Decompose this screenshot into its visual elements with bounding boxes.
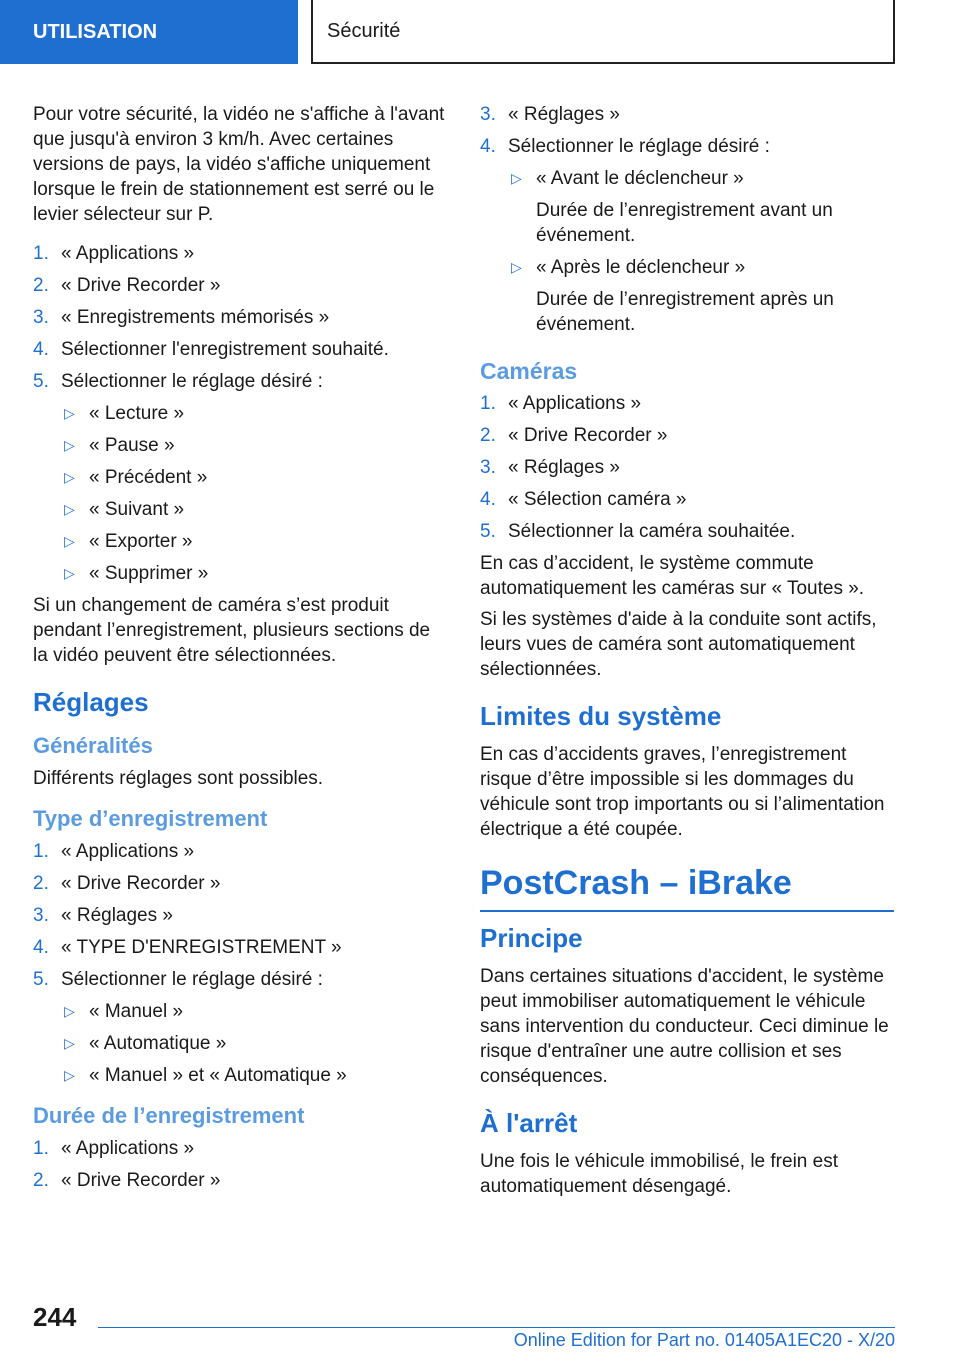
option-description: Durée de l’enregistrement après un événement.	[536, 289, 834, 335]
step-item	[480, 134, 894, 159]
step-number: 2.	[480, 425, 496, 446]
option-item	[33, 401, 447, 426]
steps-list-4	[480, 102, 894, 159]
step-text: « Sélection caméra »	[508, 489, 687, 510]
page-title	[311, 0, 895, 64]
option-text: « Exporter »	[89, 531, 193, 552]
triangle-bullet-icon: ▷	[511, 259, 522, 275]
option-text: « Supprimer »	[89, 563, 209, 584]
cameras-heading: Caméras	[480, 358, 578, 384]
options-list-3	[480, 166, 894, 337]
reglages-heading: Réglages	[33, 687, 149, 717]
option-text: « Avant le déclencheur »	[536, 168, 744, 189]
option-item	[33, 465, 447, 490]
step-item	[33, 273, 447, 298]
step-text: « Drive Recorder »	[61, 873, 221, 894]
triangle-bullet-icon: ▷	[64, 405, 75, 421]
step-text: « Applications »	[61, 1138, 195, 1159]
triangle-bullet-icon: ▷	[64, 565, 75, 581]
triangle-bullet-icon: ▷	[64, 1003, 75, 1019]
arret-text: Une fois le véhicule immobilisé, le frein est automatiquement désengagé.	[480, 1151, 838, 1197]
triangle-bullet-icon: ▷	[64, 1067, 75, 1083]
triangle-bullet-icon: ▷	[64, 1035, 75, 1051]
step-text: « Réglages »	[61, 905, 173, 926]
type-enregistrement-heading: Type d’enregistrement	[33, 806, 268, 831]
option-item	[480, 166, 894, 248]
right-column	[480, 102, 894, 1205]
arret-heading: À l'arrêt	[480, 1108, 578, 1138]
step-item	[480, 102, 894, 127]
step-number: 4.	[480, 489, 496, 510]
step-number: 5.	[33, 969, 49, 990]
triangle-bullet-icon: ▷	[64, 469, 75, 485]
step-number: 4.	[33, 937, 49, 958]
step-text: Sélectionner l'enregistrement souhaité.	[61, 339, 389, 360]
footer-edition: Online Edition for Part no. 01405A1EC20 - X/20	[513, 1330, 895, 1350]
step-number: 1.	[33, 243, 49, 264]
step-number: 5.	[480, 521, 496, 542]
step-item	[33, 935, 447, 960]
step-text: Sélectionner la caméra souhaitée.	[508, 521, 796, 542]
option-text: « Manuel » et « Automatique »	[89, 1065, 347, 1086]
postcrash-heading: PostCrash – iBrake	[480, 864, 792, 902]
step-item	[480, 519, 894, 544]
option-item	[33, 497, 447, 522]
step-text: « Réglages »	[508, 457, 620, 478]
options-list-1	[33, 401, 447, 586]
step-number: 3.	[33, 905, 49, 926]
step-text: « Applications »	[508, 393, 642, 414]
limites-text: En cas d’accidents graves, l’enregistrement risque d’être impossible si les dommages du véhicule sont trop importants ou si l’alimentation électrique a été coupée.	[480, 744, 885, 840]
step-number: 4.	[480, 136, 496, 157]
option-item	[33, 433, 447, 458]
step-number: 3.	[480, 457, 496, 478]
duree-heading: Durée de l’enregistrement	[33, 1103, 305, 1128]
intro-paragraph: Pour votre sécurité, la vidéo ne s'affiche à l'avant que jusqu'à environ 3 km/h. Avec certaines versions de pays, la vidéo s'affiche uniquement lorsque le frein de stationnement est serré ou le levier sélecteur sur P.	[33, 104, 445, 225]
step-item	[33, 337, 447, 362]
cameras-paragraph-1: En cas d’accident, le système commute automatiquement les caméras sur « Toutes ».	[480, 553, 865, 599]
option-text: « Automatique »	[89, 1033, 227, 1054]
step-number: 1.	[33, 1138, 49, 1159]
footer-rule	[98, 1327, 895, 1328]
step-item	[33, 967, 447, 992]
principe-text: Dans certaines situations d'accident, le système peut immobiliser automatiquement le véhicule sans intervention du conducteur. Ceci diminue le risque d'entraîner une autre collision et ses conséquences.	[480, 966, 889, 1087]
step-item	[480, 423, 894, 448]
option-text: « Après le déclencheur »	[536, 257, 746, 278]
triangle-bullet-icon: ▷	[511, 170, 522, 186]
step-text: « Drive Recorder »	[508, 425, 668, 446]
step-item	[33, 871, 447, 896]
options-list-2	[33, 999, 447, 1088]
cameras-paragraph-2: Si les systèmes d'aide à la conduite sont actifs, leurs vues de caméra sont automatiquement sélectionnées.	[480, 609, 877, 680]
steps-list-2	[33, 839, 447, 992]
step-text: Sélectionner le réglage désiré :	[61, 371, 323, 392]
step-item	[480, 487, 894, 512]
generalites-text: Différents réglages sont possibles.	[33, 768, 324, 789]
step-text: « Drive Recorder »	[61, 275, 221, 296]
triangle-bullet-icon: ▷	[64, 533, 75, 549]
step-text: « Drive Recorder »	[61, 1170, 221, 1191]
step-text: Sélectionner le réglage désiré :	[508, 136, 770, 157]
option-item	[33, 1031, 447, 1056]
option-item	[480, 255, 894, 337]
option-text: « Suivant »	[89, 499, 185, 520]
option-text: « Précédent »	[89, 467, 208, 488]
step-number: 5.	[33, 371, 49, 392]
step-item	[33, 839, 447, 864]
step-number: 1.	[33, 841, 49, 862]
step-text: « Enregistrements mémorisés »	[61, 307, 330, 328]
step-item	[33, 1136, 447, 1161]
section-label: UTILISATION	[33, 20, 158, 43]
generalites-heading: Généralités	[33, 733, 153, 758]
step-item	[33, 903, 447, 928]
step-item	[33, 369, 447, 394]
step-text: « Applications »	[61, 243, 195, 264]
steps-list-5	[480, 391, 894, 544]
note-paragraph: Si un changement de caméra s’est produit pendant l’enregistrement, plusieurs sections de la vidéo peuvent être sélectionnées.	[33, 595, 431, 666]
page-number: 244	[33, 1302, 77, 1332]
step-text: « TYPE D'ENREGISTREMENT »	[61, 937, 342, 958]
step-number: 3.	[480, 104, 496, 125]
steps-list-3	[33, 1136, 447, 1193]
option-text: « Lecture »	[89, 403, 185, 424]
step-item	[480, 455, 894, 480]
postcrash-rule	[480, 910, 894, 912]
step-number: 4.	[33, 339, 49, 360]
step-number: 2.	[33, 1170, 49, 1191]
step-item	[33, 305, 447, 330]
principe-heading: Principe	[480, 923, 583, 953]
option-description: Durée de l’enregistrement avant un événement.	[536, 200, 833, 246]
step-item	[33, 1168, 447, 1193]
step-text: Sélectionner le réglage désiré :	[61, 969, 323, 990]
option-item	[33, 529, 447, 554]
limites-heading: Limites du système	[480, 701, 722, 731]
step-item	[33, 241, 447, 266]
steps-list-1	[33, 241, 447, 394]
left-column	[33, 102, 447, 1200]
option-item	[33, 561, 447, 586]
page-title-label: Sécurité	[327, 19, 401, 42]
option-text: « Manuel »	[89, 1001, 184, 1022]
triangle-bullet-icon: ▷	[64, 437, 75, 453]
option-item	[33, 999, 447, 1024]
step-number: 1.	[480, 393, 496, 414]
triangle-bullet-icon: ▷	[64, 501, 75, 517]
step-text: « Applications »	[61, 841, 195, 862]
section-tab	[0, 0, 298, 64]
step-item	[480, 391, 894, 416]
option-item	[33, 1063, 447, 1088]
step-number: 2.	[33, 873, 49, 894]
step-text: « Réglages »	[508, 104, 620, 125]
step-number: 3.	[33, 307, 49, 328]
option-text: « Pause »	[89, 435, 175, 456]
step-number: 2.	[33, 275, 49, 296]
